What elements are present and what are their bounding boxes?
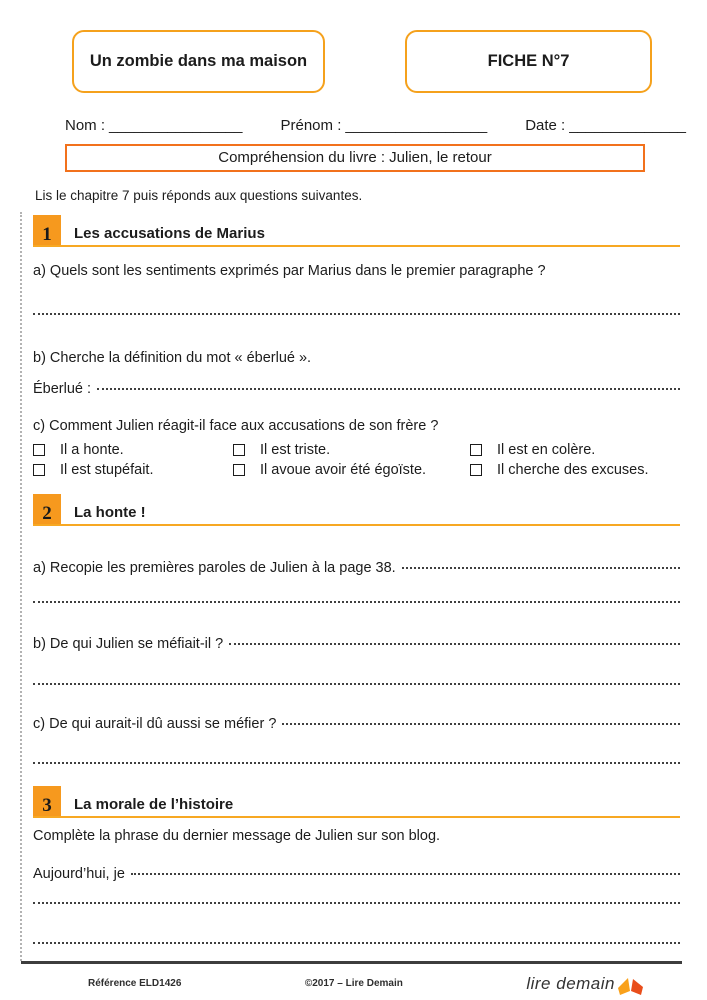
section-1-title: Les accusations de Marius: [74, 224, 265, 242]
date-blank-line: ______________: [569, 117, 687, 134]
option-label: Il a honte.: [60, 442, 124, 458]
question-2c: c) De qui aurait-il dû aussi se méfier ?: [33, 716, 277, 732]
checkbox-icon[interactable]: [470, 464, 482, 476]
option-label: Il est stupéfait.: [60, 462, 154, 478]
answer-line-1a: [33, 313, 680, 315]
date-label: Date :: [525, 117, 566, 134]
header: [72, 30, 652, 93]
publisher-logo-text: lire demain: [526, 973, 615, 993]
comprehension-banner: Compréhension du livre : Julien, le retour: [65, 144, 645, 172]
fiche-number-box: [405, 30, 652, 93]
checkbox-icon[interactable]: [470, 444, 482, 456]
options-column-2: [233, 442, 470, 478]
fiche-number: FICHE N°7: [487, 52, 570, 70]
question-1b: b) Cherche la définition du mot « éberlué ».: [33, 350, 312, 366]
copyright-text: ©2017 – Lire Demain: [304, 978, 403, 989]
answer-dots-3: [131, 873, 680, 875]
checkbox-icon[interactable]: [33, 444, 45, 456]
answer-dots-2c: [282, 723, 680, 725]
section-3-title: La morale de l’histoire: [74, 795, 234, 813]
answer-line-3a: [33, 902, 680, 904]
firstname-blank-line: _________________: [345, 117, 488, 134]
checkbox-option[interactable]: [233, 462, 470, 478]
identity-row: [65, 117, 687, 134]
checkbox-options-grid: [33, 442, 680, 478]
book-title-box: [72, 30, 325, 93]
answer-line-2a: [33, 601, 680, 603]
question-2c-row: [33, 716, 680, 732]
section-3-header: [33, 786, 680, 818]
footer: [21, 961, 682, 994]
section-3-number-badge: 3: [33, 786, 61, 816]
checkbox-icon[interactable]: [233, 444, 245, 456]
checkbox-icon[interactable]: [33, 464, 45, 476]
section-1-number-badge: 1: [33, 215, 61, 245]
question-1a: a) Quels sont les sentiments exprimés par Marius dans le premier paragraphe ?: [33, 263, 546, 279]
question-2a-row: [33, 560, 680, 576]
checkbox-option[interactable]: [33, 462, 233, 478]
checkbox-option[interactable]: [233, 442, 470, 458]
question-2b-row: [33, 636, 680, 652]
options-column-3: [470, 442, 649, 478]
question-3-row: [33, 866, 680, 882]
name-label: Nom :: [65, 117, 106, 134]
option-label: Il avoue avoir été égoïste.: [260, 462, 427, 478]
section-2-header: [33, 494, 680, 526]
section-3-instruction: Complète la phrase du dernier message de Julien sur son blog.: [33, 828, 441, 844]
option-label: Il est en colère.: [497, 442, 596, 458]
footer-content: [21, 964, 682, 994]
section-2-number-badge: 2: [33, 494, 61, 524]
name-field-group: [65, 117, 243, 134]
answer-line-3b: [33, 942, 680, 944]
question-1c: c) Comment Julien réagit-il face aux accusations de son frère ?: [33, 418, 439, 434]
options-column-1: [33, 442, 233, 478]
open-book-icon: [617, 976, 644, 997]
answer-dots-2a: [402, 567, 680, 569]
section-2-title: La honte !: [74, 503, 146, 521]
book-title: Un zombie dans ma maison: [89, 52, 308, 70]
firstname-field-group: [281, 117, 488, 134]
question-2b: b) De qui Julien se méfiait-il ?: [33, 636, 224, 652]
answer-dots-1b: [97, 388, 680, 390]
checkbox-option[interactable]: [33, 442, 233, 458]
date-field-group: [525, 117, 686, 134]
answer-dots-2b: [229, 643, 680, 645]
answer-row-1b: [33, 381, 680, 397]
checkbox-icon[interactable]: [233, 464, 245, 476]
name-blank-line: ________________: [109, 117, 243, 134]
option-label: Il cherche des excuses.: [497, 462, 649, 478]
answer-line-2c: [33, 762, 680, 764]
question-2a: a) Recopie les premières paroles de Julien à la page 38.: [33, 560, 396, 576]
option-label: Il est triste.: [260, 442, 331, 458]
answer-line-2b: [33, 683, 680, 685]
reference-code: Référence ELD1426: [88, 978, 182, 989]
answer-label-1b: Éberlué :: [33, 381, 92, 397]
checkbox-option[interactable]: [470, 462, 649, 478]
publisher-logo: [526, 973, 644, 994]
left-dotted-guide-line: [20, 212, 22, 961]
checkbox-option[interactable]: [470, 442, 649, 458]
firstname-label: Prénom :: [280, 117, 342, 134]
question-3-prompt: Aujourd’hui, je: [33, 866, 125, 882]
questions-area: [33, 215, 680, 944]
section-1-header: [33, 215, 680, 247]
instructions-text: Lis le chapitre 7 puis réponds aux questions suivantes.: [35, 188, 363, 203]
